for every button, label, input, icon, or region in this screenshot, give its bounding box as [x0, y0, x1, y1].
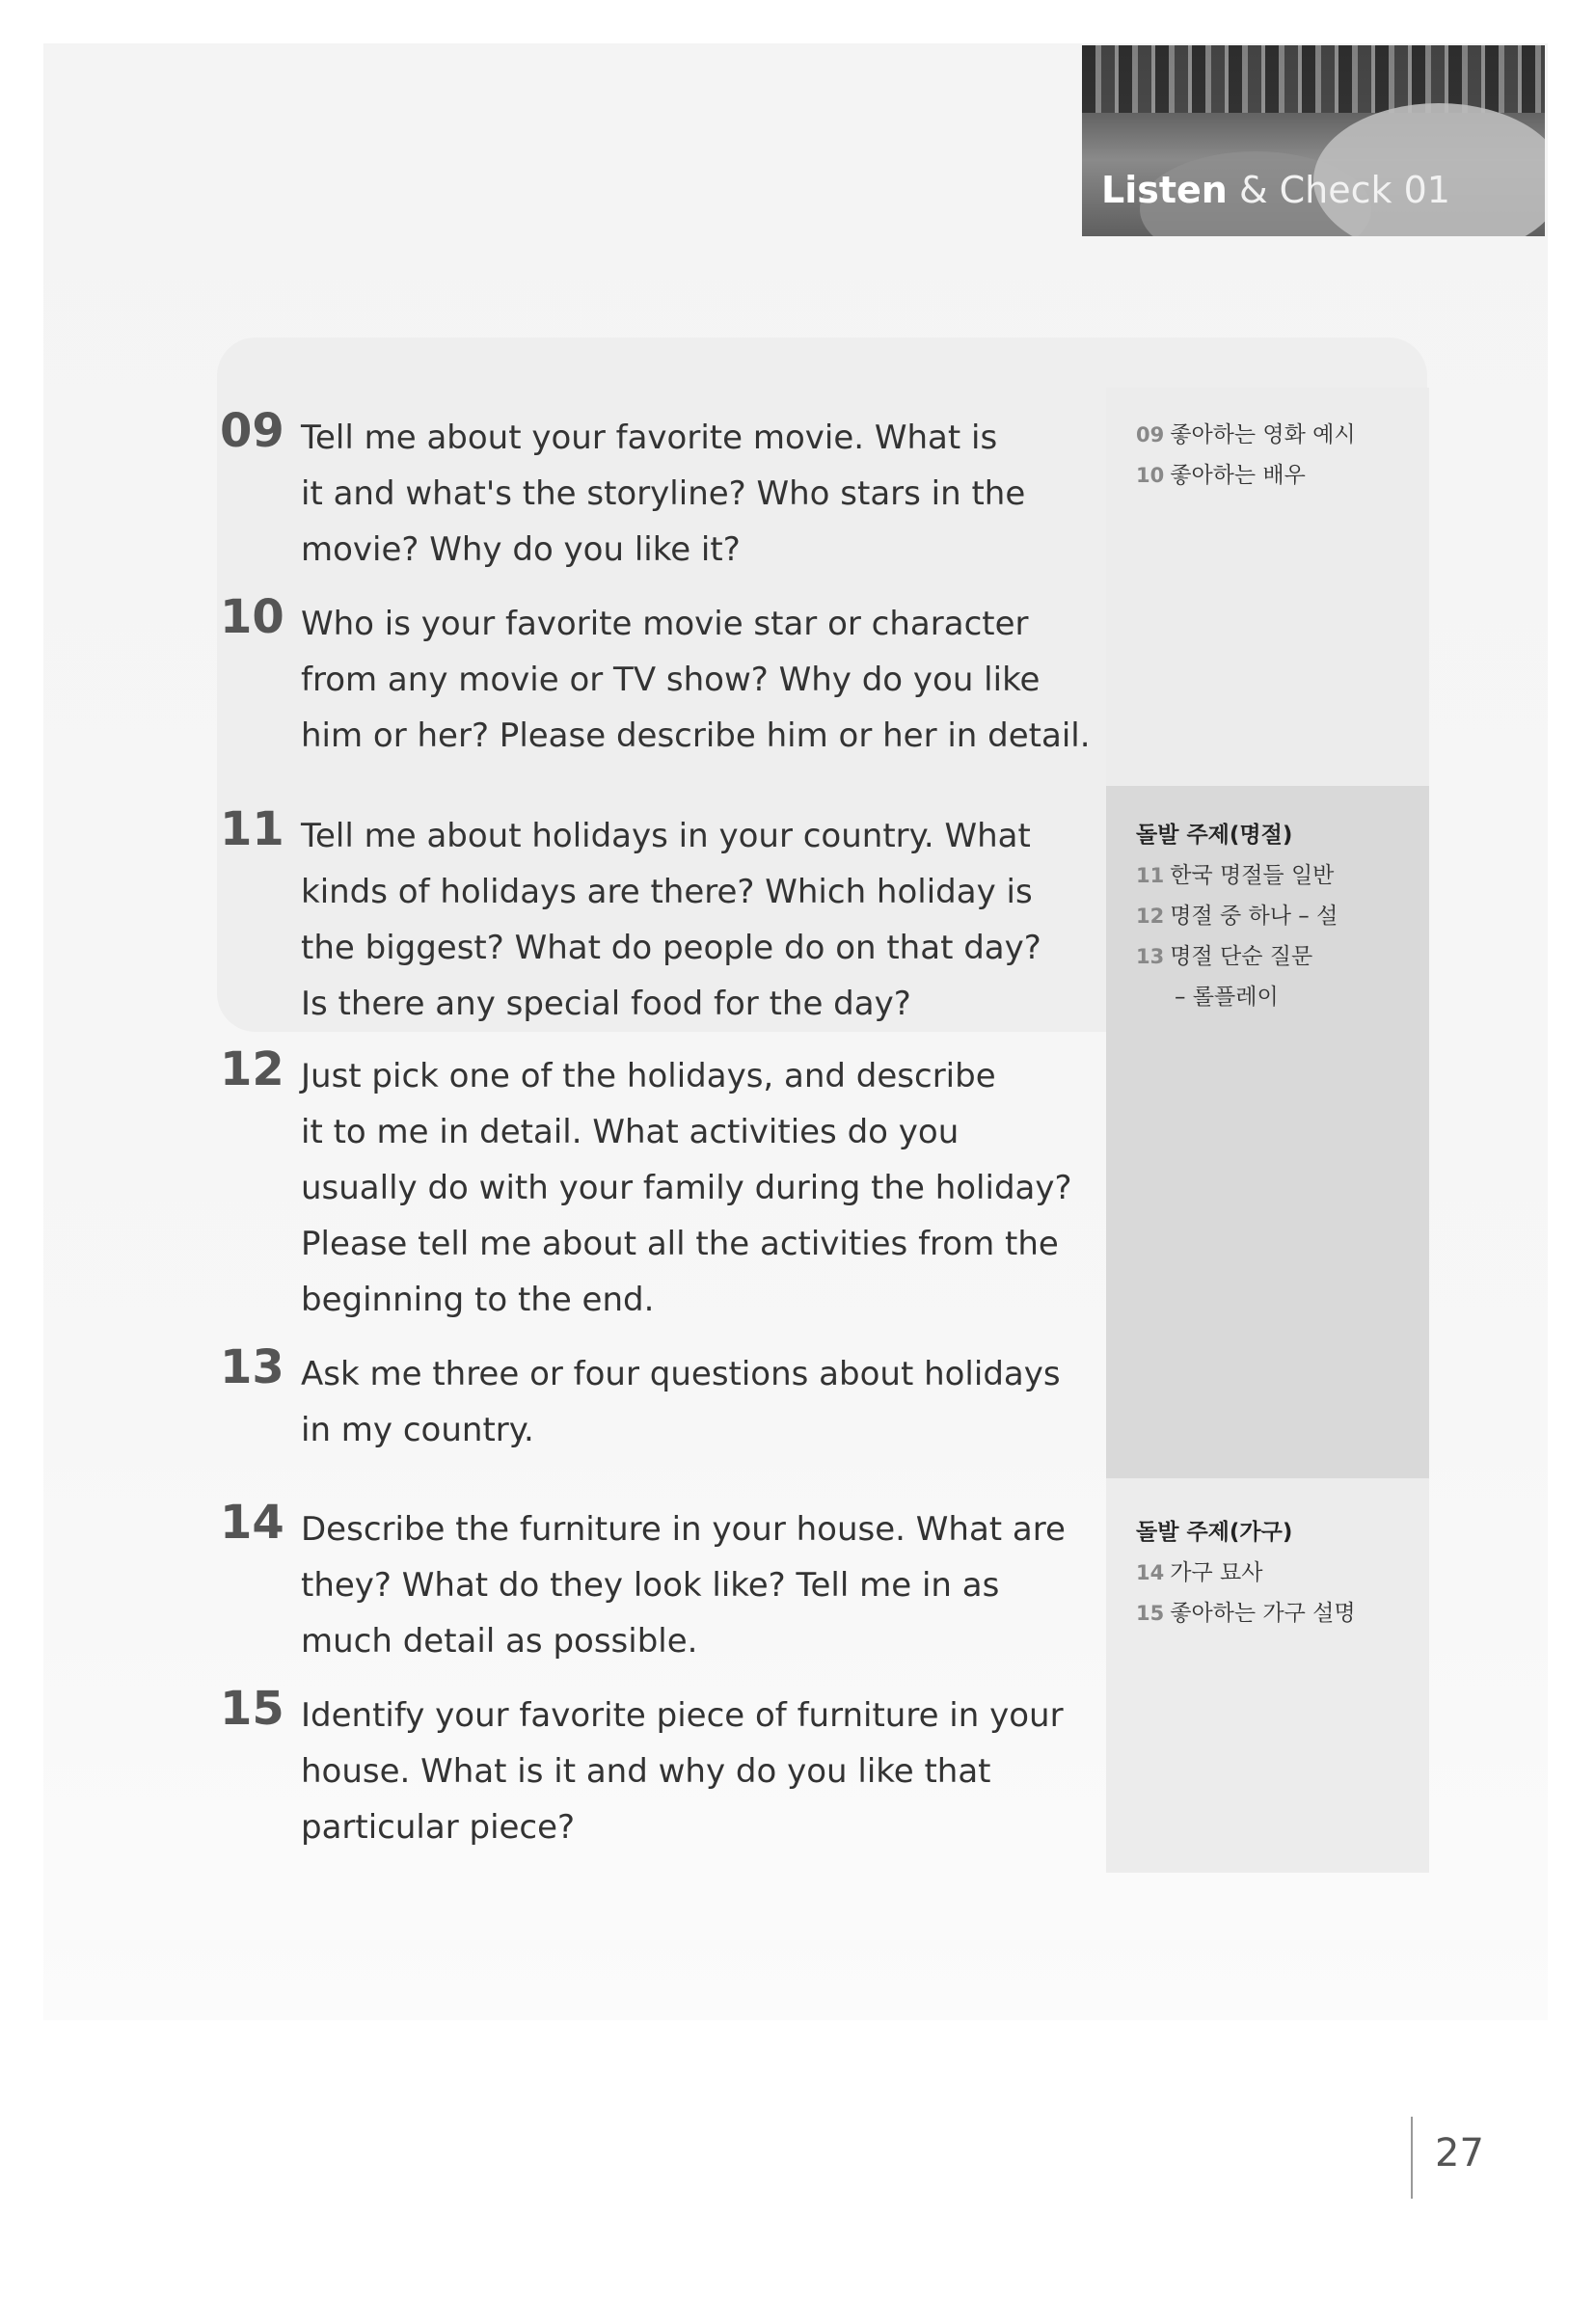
question-number: 12: [220, 1042, 284, 1096]
sidebar-item: 14 가구 묘사: [1136, 1560, 1263, 1585]
page-number: 27: [1435, 2131, 1484, 2175]
question-text: Ask me three or four questions about holidays in my country.: [301, 1355, 1061, 1449]
question-text: Tell me about your favorite movie. What is it and what's the storyline? Who stars in the movie? Why do you like it?: [301, 419, 1026, 569]
sidebar-group-furniture: [1136, 1512, 1416, 1634]
sidebar-group-title: 돌발 주제(명절): [1136, 823, 1293, 848]
sidebar-group-movies: [1136, 415, 1416, 496]
sidebar-group-title: 돌발 주제(가구): [1136, 1520, 1293, 1545]
header-banner: [1082, 45, 1545, 236]
question-number: 14: [220, 1496, 284, 1550]
question-text: Who is your favorite movie star or character from any movie or TV show? Why do you like him or her? Please describe him or her in detail.: [301, 605, 1091, 755]
question-number: 13: [220, 1340, 284, 1394]
section-title-rest: & Check 01: [1227, 169, 1450, 211]
sidebar-item-continuation: – 롤플레이: [1175, 985, 1279, 1010]
question-text: Describe the furniture in your house. What are they? What do they look like? Tell me in as much detail as possible.: [301, 1510, 1066, 1661]
question-text: Just pick one of the holidays, and describe it to me in detail. What activities do you usually do with your family during the holiday? Please tell me about all the activities from the beginning to the end.: [301, 1057, 1072, 1319]
sidebar-item: 11 한국 명절들 일반: [1136, 863, 1335, 888]
section-title: [1101, 169, 1450, 211]
question-text: Tell me about holidays in your country. What kinds of holidays are there? Which holiday is the biggest? What do people do on that day? Is there any special food for the day?: [301, 817, 1041, 1023]
page-number-divider: [1411, 2117, 1413, 2199]
sidebar-item: 12 명절 중 하나 – 설: [1136, 904, 1338, 929]
banner-photo-curtain: [1082, 45, 1545, 113]
question-number: 10: [220, 590, 284, 644]
question-number: 15: [220, 1682, 284, 1736]
sidebar-group-holidays: [1136, 815, 1416, 1017]
sidebar-item: 15 좋아하는 가구 설명: [1136, 1601, 1356, 1626]
question-text: Identify your favorite piece of furniture in your house. What is it and why do you like that particular piece?: [301, 1696, 1064, 1847]
question-number: 11: [220, 802, 284, 856]
section-title-bold: Listen: [1101, 169, 1228, 211]
question-number: 09: [220, 404, 284, 458]
sidebar-item: 09 좋아하는 영화 예시: [1136, 422, 1356, 447]
sidebar-item: 10 좋아하는 배우: [1136, 463, 1306, 488]
sidebar-item: 13 명절 단순 질문: [1136, 944, 1313, 969]
